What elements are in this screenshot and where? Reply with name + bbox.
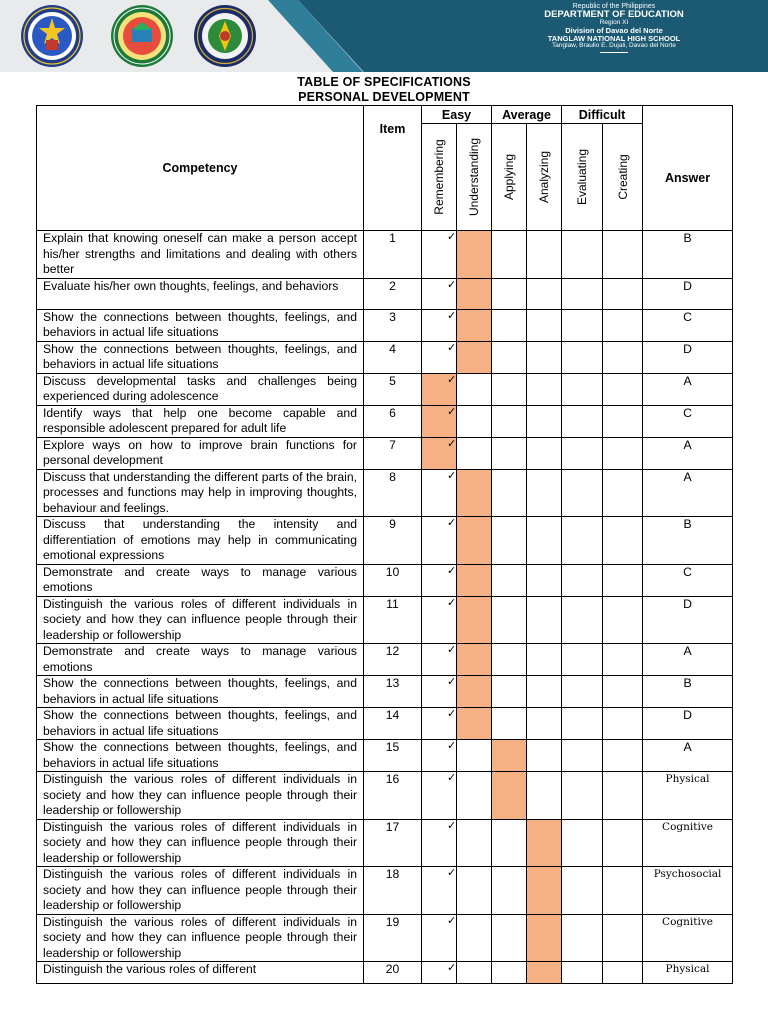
- level-cell: [422, 278, 457, 309]
- level-cell: [457, 740, 492, 772]
- level-cell: [422, 644, 457, 676]
- level-label: Remembering: [432, 139, 446, 215]
- level-cell: [527, 708, 562, 740]
- checkmark-icon: ✓: [447, 308, 457, 322]
- level-cell: [492, 708, 527, 740]
- level-cell: [603, 309, 643, 341]
- table-row: [37, 405, 733, 437]
- level-cell: [422, 676, 457, 708]
- item-number-cell: 6: [364, 405, 422, 437]
- level-label: Creating: [615, 154, 630, 200]
- item-number-cell: 12: [364, 644, 422, 676]
- competency-cell: Explain that knowing oneself can make a person accept his/her strengths and limitations and dealing with others better: [37, 231, 364, 279]
- level-cell: [527, 517, 562, 565]
- table-row: [37, 517, 733, 565]
- answer-cell: B: [643, 231, 733, 279]
- level-header-analyzing: [527, 124, 562, 231]
- answer-cell: Physical: [643, 962, 733, 984]
- level-cell: [603, 819, 643, 867]
- item-number-cell: 13: [364, 676, 422, 708]
- checkmark-icon: ✓: [447, 436, 457, 450]
- level-cell: [603, 867, 643, 915]
- level-cell: [457, 708, 492, 740]
- level-cell: [457, 772, 492, 820]
- answer-cell: Physical: [643, 772, 733, 820]
- competency-cell: Distinguish the various roles of different individuals in society and how they can influence people through their leadership or followership: [37, 819, 364, 867]
- competency-cell: Distinguish the various roles of different individuals in society and how they can influence people through their leadership or followership: [37, 772, 364, 820]
- level-cell: [457, 644, 492, 676]
- level-cell: [527, 373, 562, 405]
- checkmark-icon: ✓: [447, 739, 457, 752]
- competency-cell: Identify ways that help one become capable and responsible adolescent prepared for adult life: [37, 405, 364, 437]
- checkmark-icon: ✓: [447, 516, 457, 529]
- level-cell: [527, 596, 562, 644]
- level-cell: [603, 341, 643, 373]
- deped-seal-logo: [20, 4, 84, 68]
- table-row: [37, 278, 733, 309]
- item-header: Item: [364, 106, 422, 231]
- level-cell: [422, 962, 457, 984]
- level-cell: [492, 819, 527, 867]
- level-cell: [603, 644, 643, 676]
- level-cell: [492, 740, 527, 772]
- level-cell: [492, 564, 527, 596]
- level-label: Applying: [502, 153, 517, 201]
- table-row: [37, 772, 733, 820]
- checkmark-icon: ✓: [447, 340, 457, 354]
- level-cell: [527, 469, 562, 517]
- level-label: Evaluating: [575, 148, 590, 206]
- answer-cell: A: [643, 373, 733, 405]
- level-header-remembering: [422, 124, 457, 231]
- school-address-text: Tanglaw, Braulio E. Dujali, Davao del Norte: [552, 41, 676, 49]
- answer-cell: D: [643, 278, 733, 309]
- division-text: Division of Davao del Norte: [565, 26, 663, 36]
- checkmark-icon: ✓: [447, 404, 457, 418]
- level-cell: [422, 405, 457, 437]
- level-cell: [562, 914, 603, 962]
- level-header-evaluating: [562, 124, 603, 231]
- checkmark-icon: ✓: [447, 372, 457, 386]
- level-cell: [562, 373, 603, 405]
- level-cell: [603, 373, 643, 405]
- table-body: [37, 231, 733, 984]
- answer-cell: D: [643, 596, 733, 644]
- table-row: [37, 437, 733, 469]
- level-cell: [562, 309, 603, 341]
- item-number-cell: 16: [364, 772, 422, 820]
- checkmark-icon: ✓: [447, 563, 457, 577]
- level-cell: [457, 867, 492, 915]
- document-subtitle: PERSONAL DEVELOPMENT: [298, 90, 470, 104]
- item-number-cell: 3: [364, 309, 422, 341]
- level-cell: [527, 819, 562, 867]
- level-cell: [492, 405, 527, 437]
- item-number-cell: 19: [364, 914, 422, 962]
- level-cell: [422, 517, 457, 565]
- competency-cell: Explore ways on how to improve brain functions for personal development: [37, 437, 364, 469]
- level-cell: [422, 740, 457, 772]
- specifications-table: [36, 105, 733, 984]
- level-cell: [562, 469, 603, 517]
- level-cell: [603, 564, 643, 596]
- level-cell: [603, 962, 643, 984]
- level-cell: [422, 914, 457, 962]
- level-cell: [562, 596, 603, 644]
- level-cell: [603, 469, 643, 517]
- answer-cell: Psychosocial: [643, 867, 733, 915]
- level-cell: [457, 405, 492, 437]
- competency-cell: Show the connections between thoughts, feelings, and behaviors in actual life situations: [37, 676, 364, 708]
- level-cell: [422, 341, 457, 373]
- competency-cell: Distinguish the various roles of different individuals in society and how they can influence people through their leadership or followership: [37, 867, 364, 915]
- level-cell: [562, 676, 603, 708]
- level-cell: [457, 596, 492, 644]
- school-name-text: TANGLAW NATIONAL HIGH SCHOOL: [547, 34, 681, 43]
- checkmark-icon: ✓: [447, 707, 457, 720]
- answer-cell: C: [643, 309, 733, 341]
- level-cell: [457, 564, 492, 596]
- table-row: [37, 596, 733, 644]
- level-cell: [603, 517, 643, 565]
- level-cell: [527, 309, 562, 341]
- level-cell: [492, 341, 527, 373]
- level-cell: [457, 341, 492, 373]
- level-cell: [492, 437, 527, 469]
- level-cell: [457, 309, 492, 341]
- answer-cell: B: [643, 517, 733, 565]
- level-cell: [562, 740, 603, 772]
- checkmark-icon: ✓: [447, 866, 457, 879]
- level-cell: [457, 469, 492, 517]
- table-row: [37, 309, 733, 341]
- level-cell: [562, 564, 603, 596]
- level-cell: [603, 676, 643, 708]
- competency-cell: Distinguish the various roles of different individuals in society and how they can influence people through their leadership or followership: [37, 596, 364, 644]
- table-row: [37, 867, 733, 915]
- item-number-cell: 14: [364, 708, 422, 740]
- level-cell: [527, 644, 562, 676]
- level-cell: [422, 708, 457, 740]
- competency-cell: Show the connections between thoughts, feelings, and behaviors in actual life situations: [37, 341, 364, 373]
- level-cell: [492, 596, 527, 644]
- republic-text: Republic of the Philippines: [572, 3, 656, 10]
- answer-cell: A: [643, 469, 733, 517]
- level-header-creating: [603, 124, 643, 231]
- level-label: Understanding: [467, 137, 481, 217]
- level-cell: [422, 231, 457, 279]
- item-number-cell: 15: [364, 740, 422, 772]
- level-cell: [492, 867, 527, 915]
- competency-cell: Distinguish the various roles of different: [37, 962, 364, 984]
- answer-cell: A: [643, 740, 733, 772]
- item-number-cell: 9: [364, 517, 422, 565]
- checkmark-icon: ✓: [447, 595, 457, 609]
- competency-cell: Distinguish the various roles of different individuals in society and how they can influence people through their leadership or followership: [37, 914, 364, 962]
- level-cell: [562, 517, 603, 565]
- level-cell: [457, 962, 492, 984]
- level-cell: [527, 867, 562, 915]
- answer-cell: C: [643, 564, 733, 596]
- item-number-cell: 2: [364, 278, 422, 309]
- checkmark-icon: ✓: [447, 468, 457, 482]
- level-cell: [562, 644, 603, 676]
- level-cell: [492, 278, 527, 309]
- level-cell: [527, 278, 562, 309]
- level-cell: [457, 676, 492, 708]
- level-cell: [492, 914, 527, 962]
- table-row: [37, 740, 733, 772]
- level-cell: [457, 437, 492, 469]
- tanglaw-national-high-school-seal-logo: [193, 4, 257, 68]
- level-header-understanding: [457, 124, 492, 231]
- answer-cell: A: [643, 437, 733, 469]
- competency-cell: Discuss developmental tasks and challenges being experienced during adolescence: [37, 373, 364, 405]
- table-row: [37, 962, 733, 984]
- item-number-cell: 8: [364, 469, 422, 517]
- competency-cell: Discuss that understanding the different parts of the brain, processes and functions may help in improving thoughts, behaviour and feelings.: [37, 469, 364, 517]
- table-row: [37, 708, 733, 740]
- competency-cell: Show the connections between thoughts, feelings, and behaviors in actual life situations: [37, 309, 364, 341]
- item-number-cell: 1: [364, 231, 422, 279]
- level-cell: [603, 914, 643, 962]
- header-banner: [0, 0, 768, 72]
- table-row: [37, 676, 733, 708]
- competency-cell: Discuss that understanding the intensity and differentiation of emotions may help in communicating emotional expressions: [37, 517, 364, 565]
- item-number-cell: 11: [364, 596, 422, 644]
- competency-cell: Evaluate his/her own thoughts, feelings, and behaviors: [37, 278, 364, 309]
- answer-cell: Cognitive: [643, 819, 733, 867]
- checkmark-icon: ✓: [447, 643, 457, 656]
- level-cell: [603, 708, 643, 740]
- level-cell: [562, 708, 603, 740]
- level-cell: [422, 564, 457, 596]
- level-cell: [422, 309, 457, 341]
- level-cell: [492, 962, 527, 984]
- level-cell: [422, 437, 457, 469]
- item-number-cell: 20: [364, 962, 422, 984]
- item-number-cell: 5: [364, 373, 422, 405]
- header-rule: [600, 52, 628, 53]
- table-row: [37, 231, 733, 279]
- item-number-cell: 17: [364, 819, 422, 867]
- level-cell: [492, 309, 527, 341]
- level-cell: [562, 819, 603, 867]
- checkmark-icon: ✓: [447, 961, 457, 974]
- level-cell: [527, 914, 562, 962]
- level-cell: [457, 278, 492, 309]
- level-cell: [422, 373, 457, 405]
- competency-header: Competency: [37, 106, 364, 231]
- level-label: Analyzing: [537, 150, 552, 204]
- region-text: Region XI: [599, 19, 629, 27]
- table-row: [37, 341, 733, 373]
- level-cell: [603, 231, 643, 279]
- competency-cell: Demonstrate and create ways to manage various emotions: [37, 564, 364, 596]
- level-cell: [422, 819, 457, 867]
- level-cell: [492, 231, 527, 279]
- level-cell: [492, 644, 527, 676]
- level-cell: [527, 405, 562, 437]
- level-cell: [457, 373, 492, 405]
- level-cell: [492, 469, 527, 517]
- level-cell: [492, 676, 527, 708]
- competency-cell: Demonstrate and create ways to manage various emotions: [37, 644, 364, 676]
- level-header-applying: [492, 124, 527, 231]
- level-cell: [527, 341, 562, 373]
- easy-group-header: Easy: [422, 106, 492, 124]
- level-cell: [527, 676, 562, 708]
- level-cell: [422, 469, 457, 517]
- table-row: [37, 914, 733, 962]
- level-cell: [562, 962, 603, 984]
- level-cell: [603, 437, 643, 469]
- level-cell: [422, 596, 457, 644]
- level-cell: [562, 405, 603, 437]
- level-cell: [562, 437, 603, 469]
- header-row-groups: [37, 106, 733, 124]
- checkmark-icon: ✓: [447, 277, 457, 291]
- level-cell: [562, 231, 603, 279]
- checkmark-icon: ✓: [447, 771, 457, 784]
- level-cell: [457, 231, 492, 279]
- checkmark-icon: ✓: [447, 913, 457, 927]
- level-cell: [527, 772, 562, 820]
- item-number-cell: 18: [364, 867, 422, 915]
- competency-cell: Show the connections between thoughts, feelings, and behaviors in actual life situations: [37, 708, 364, 740]
- level-cell: [527, 231, 562, 279]
- level-cell: [562, 341, 603, 373]
- level-cell: [457, 819, 492, 867]
- checkmark-icon: ✓: [447, 818, 457, 832]
- level-cell: [603, 596, 643, 644]
- answer-cell: D: [643, 708, 733, 740]
- level-cell: [562, 772, 603, 820]
- level-cell: [527, 437, 562, 469]
- level-cell: [603, 772, 643, 820]
- level-cell: [492, 517, 527, 565]
- table-row: [37, 564, 733, 596]
- difficult-group-header: Difficult: [562, 106, 643, 124]
- level-cell: [603, 405, 643, 437]
- level-cell: [422, 867, 457, 915]
- answer-cell: Cognitive: [643, 914, 733, 962]
- level-cell: [603, 278, 643, 309]
- document-title: TABLE OF SPECIFICATIONS: [297, 75, 471, 89]
- level-cell: [492, 772, 527, 820]
- level-cell: [457, 517, 492, 565]
- level-cell: [457, 914, 492, 962]
- level-cell: [603, 740, 643, 772]
- table-row: [37, 373, 733, 405]
- table-row: [37, 644, 733, 676]
- level-cell: [527, 564, 562, 596]
- level-cell: [527, 740, 562, 772]
- competency-cell: Show the connections between thoughts, feelings, and behaviors in actual life situations: [37, 740, 364, 772]
- item-number-cell: 10: [364, 564, 422, 596]
- level-cell: [492, 373, 527, 405]
- checkmark-icon: ✓: [447, 230, 457, 243]
- answer-cell: C: [643, 405, 733, 437]
- level-cell: [562, 867, 603, 915]
- department-text: DEPARTMENT OF EDUCATION: [544, 9, 684, 21]
- item-number-cell: 7: [364, 437, 422, 469]
- average-group-header: Average: [492, 106, 562, 124]
- table-row: [37, 469, 733, 517]
- level-cell: [422, 772, 457, 820]
- answer-header: Answer: [643, 106, 733, 231]
- answer-cell: D: [643, 341, 733, 373]
- division-davao-del-norte-seal-logo: [110, 4, 174, 68]
- table-row: [37, 819, 733, 867]
- answer-cell: B: [643, 676, 733, 708]
- level-cell: [562, 278, 603, 309]
- item-number-cell: 4: [364, 341, 422, 373]
- checkmark-icon: ✓: [447, 675, 457, 688]
- answer-cell: A: [643, 644, 733, 676]
- deped-header-text: [504, 3, 724, 53]
- level-cell: [527, 962, 562, 984]
